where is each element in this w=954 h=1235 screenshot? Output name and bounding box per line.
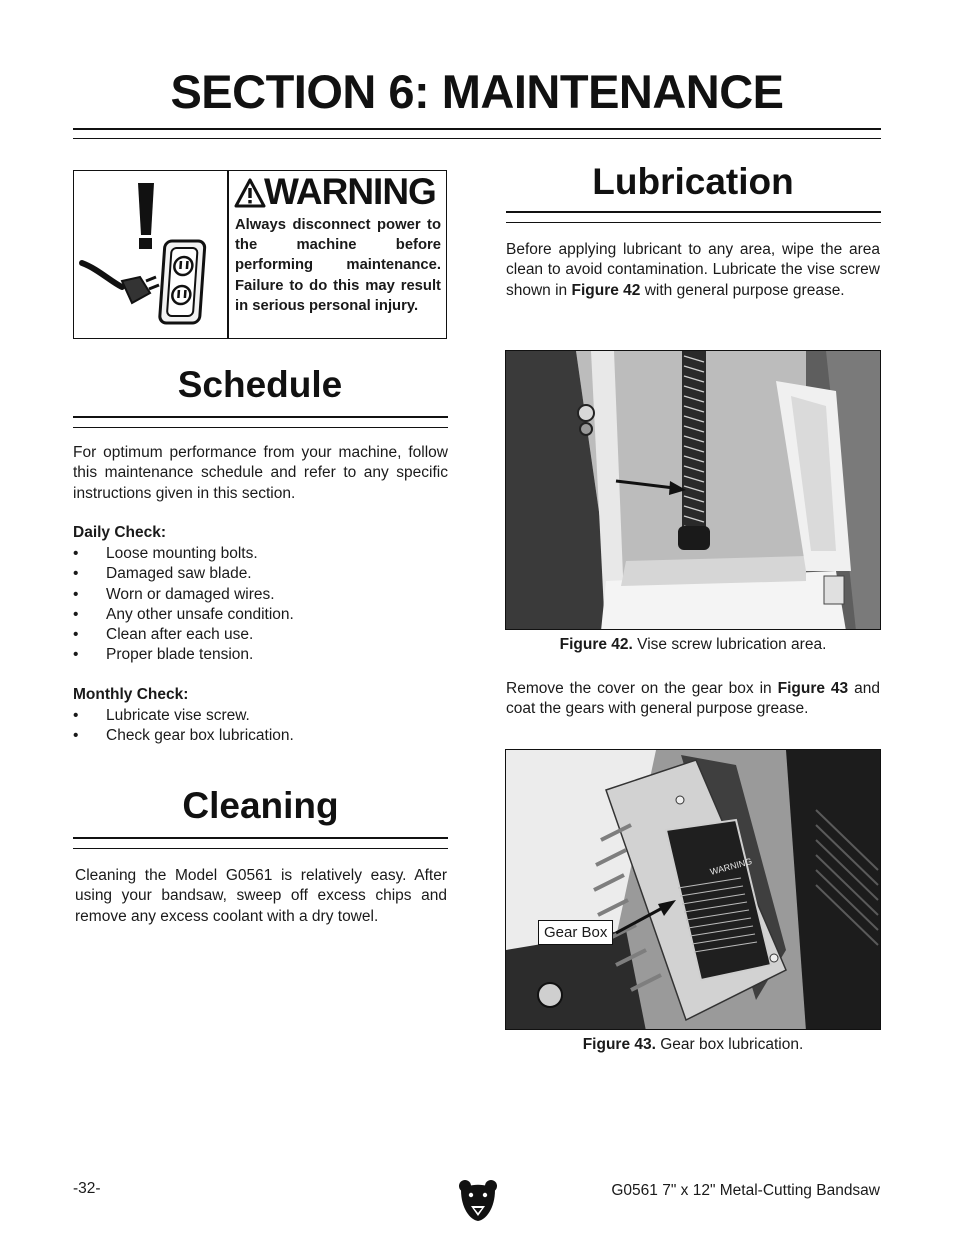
page-number: -32- [73, 1180, 101, 1197]
list-item: • Proper blade tension. [73, 645, 448, 665]
lubrication-heading: Lubrication [592, 161, 794, 202]
schedule-rule-bottom [73, 427, 448, 428]
warning-divider [227, 171, 229, 338]
warning-text: Always disconnect power to the machine before performing maintenance. Failure to do this may result in serious personal injury. [235, 217, 441, 314]
lubrication-rule-top [506, 211, 881, 213]
list-item: • Clean after each use. [73, 625, 448, 645]
vise-screw-illustration [506, 351, 881, 630]
list-item: • Check gear box lubrication. [73, 726, 448, 746]
list-item: • Worn or damaged wires. [73, 585, 448, 605]
page-title: SECTION 6: MAINTENANCE [170, 65, 784, 118]
gear-box-illustration [506, 750, 881, 1030]
figure-43-caption: Figure 43. Gear box lubrication. [582, 1036, 804, 1053]
figure-43-photo [505, 749, 881, 1030]
daily-check-list [73, 544, 448, 666]
title-rule-bottom [73, 138, 881, 139]
daily-check-title: Daily Check: [73, 524, 167, 541]
warning-heading: WARNING [264, 171, 436, 212]
bear-head-logo-icon [458, 1178, 498, 1222]
schedule-rule-top [73, 416, 448, 418]
warning-box [73, 170, 447, 339]
schedule-heading: Schedule [177, 364, 343, 405]
monthly-check-list [73, 706, 448, 747]
figure-43-ref: Figure 43 [777, 680, 849, 697]
schedule-intro: For optimum performance from your machine, follow this maintenance schedule and refer to any specific instructions given in this section. [73, 444, 448, 502]
cleaning-text: Cleaning the Model G0561 is relatively easy. After using your bandsaw, sweep off excess chips and remove any excess coolant with a dry towel. [75, 867, 447, 925]
cleaning-rule-top [73, 837, 448, 839]
gear-box-plate-text: WARNING [708, 856, 754, 877]
footer-model: G0561 7" x 12" Metal-Cutting Bandsaw [611, 1182, 880, 1199]
warning-triangle-icon [234, 178, 266, 208]
gear-box-callout: Gear Box [538, 920, 613, 945]
title-rule-top [73, 128, 881, 130]
monthly-check-title: Monthly Check: [73, 686, 189, 703]
cleaning-rule-bottom [73, 848, 448, 849]
lubrication-paragraph-1: Before applying lubricant to any area, wipe the area clean to avoid contamination. Lubricate the vise screw shown in Figure 42 with general purpose grease. [506, 241, 880, 299]
figure-42-photo [505, 350, 881, 630]
figure-42-ref: Figure 42 [571, 281, 641, 299]
lubrication-paragraph-2: Remove the cover on the gear box in Figure 43 and coat the gears with general purpose grease. [506, 680, 880, 718]
list-item: • Damaged saw blade. [73, 564, 448, 584]
cleaning-heading: Cleaning [182, 785, 339, 826]
unplug-outlet-icon [74, 171, 226, 337]
figure-42-caption: Figure 42. Vise screw lubrication area. [559, 636, 827, 653]
list-item: • Loose mounting bolts. [73, 544, 448, 564]
lubrication-rule-bottom [506, 222, 881, 223]
list-item: • Lubricate vise screw. [73, 706, 448, 726]
list-item: • Any other unsafe condition. [73, 605, 448, 625]
